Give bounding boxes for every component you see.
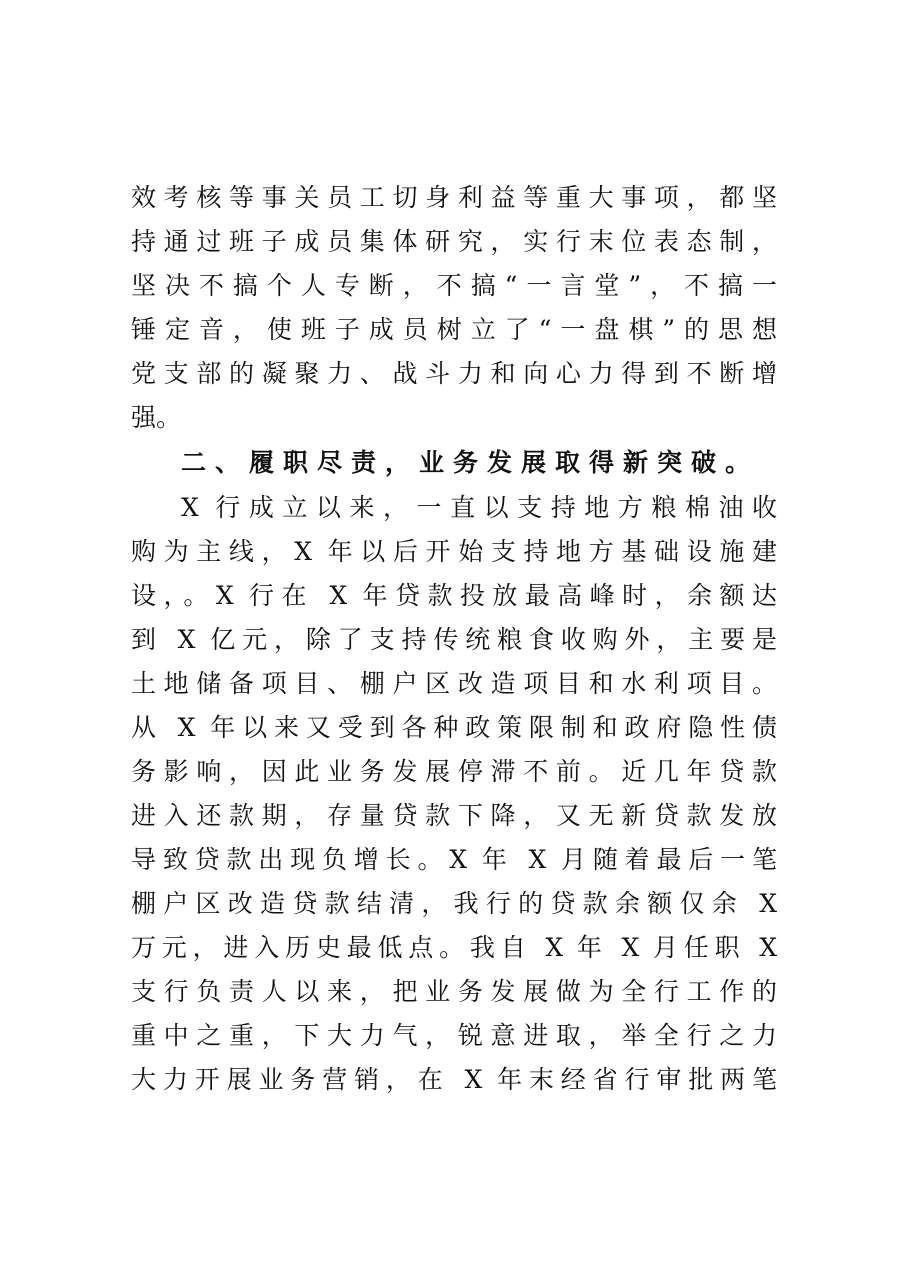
paragraph-1 bbox=[131, 176, 777, 440]
text-line: 到 X 亿元，除了支持传统粮食收购外，主要是 bbox=[131, 625, 777, 654]
text-line: 锤定音，使班子成员树立了“一盘棋”的思想 bbox=[131, 315, 777, 344]
text-line: 重中之重，下大力气，锐意进取，举全行之力 bbox=[131, 1021, 777, 1050]
text-line: X 行成立以来，一直以支持地方粮棉油收 bbox=[181, 493, 777, 522]
text-line: 进入还款期，存量贷款下降，又无新贷款发放 bbox=[131, 801, 777, 830]
text-line: 导致贷款出现负增长。X 年 X 月随着最后一笔 bbox=[131, 845, 777, 874]
text-line: 党支部的凝聚力、战斗力和向心力得到不断增 bbox=[131, 359, 777, 388]
body-text bbox=[131, 176, 777, 1102]
text-line: 土地储备项目、棚户区改造项目和水利项目。 bbox=[131, 669, 777, 698]
text-line: 支行负责人以来，把业务发展做为全行工作的 bbox=[131, 977, 777, 1006]
paragraph-2 bbox=[131, 486, 777, 1102]
text-line: 从 X 年以来又受到各种政策限制和政府隐性债 bbox=[131, 713, 777, 742]
text-line: 购为主线，X 年以后开始支持地方基础设施建 bbox=[131, 537, 777, 566]
text-line: 强。 bbox=[131, 403, 182, 432]
text-line: 大力开展业务营销，在 X 年末经省行审批两笔 bbox=[131, 1065, 777, 1094]
text-line: 棚户区改造贷款结清，我行的贷款余额仅余 X bbox=[131, 889, 777, 918]
text-line: 效考核等事关员工切身利益等重大事项，都坚 bbox=[131, 183, 777, 212]
text-line: 万元，进入历史最低点。我自 X 年 X 月任职 X bbox=[131, 933, 777, 962]
text-line: 持通过班子成员集体研究，实行末位表态制， bbox=[131, 227, 777, 256]
text-line: 设，。X 行在 X 年贷款投放最高峰时，余额达 bbox=[131, 581, 777, 610]
text-line: 务影响，因此业务发展停滞不前。近几年贷款 bbox=[131, 757, 777, 786]
text-line: 坚决不搞个人专断，不搞“一言堂”，不搞一 bbox=[131, 271, 777, 300]
section-heading: 二、履职尽责，业务发展取得新突破。 bbox=[181, 448, 760, 477]
